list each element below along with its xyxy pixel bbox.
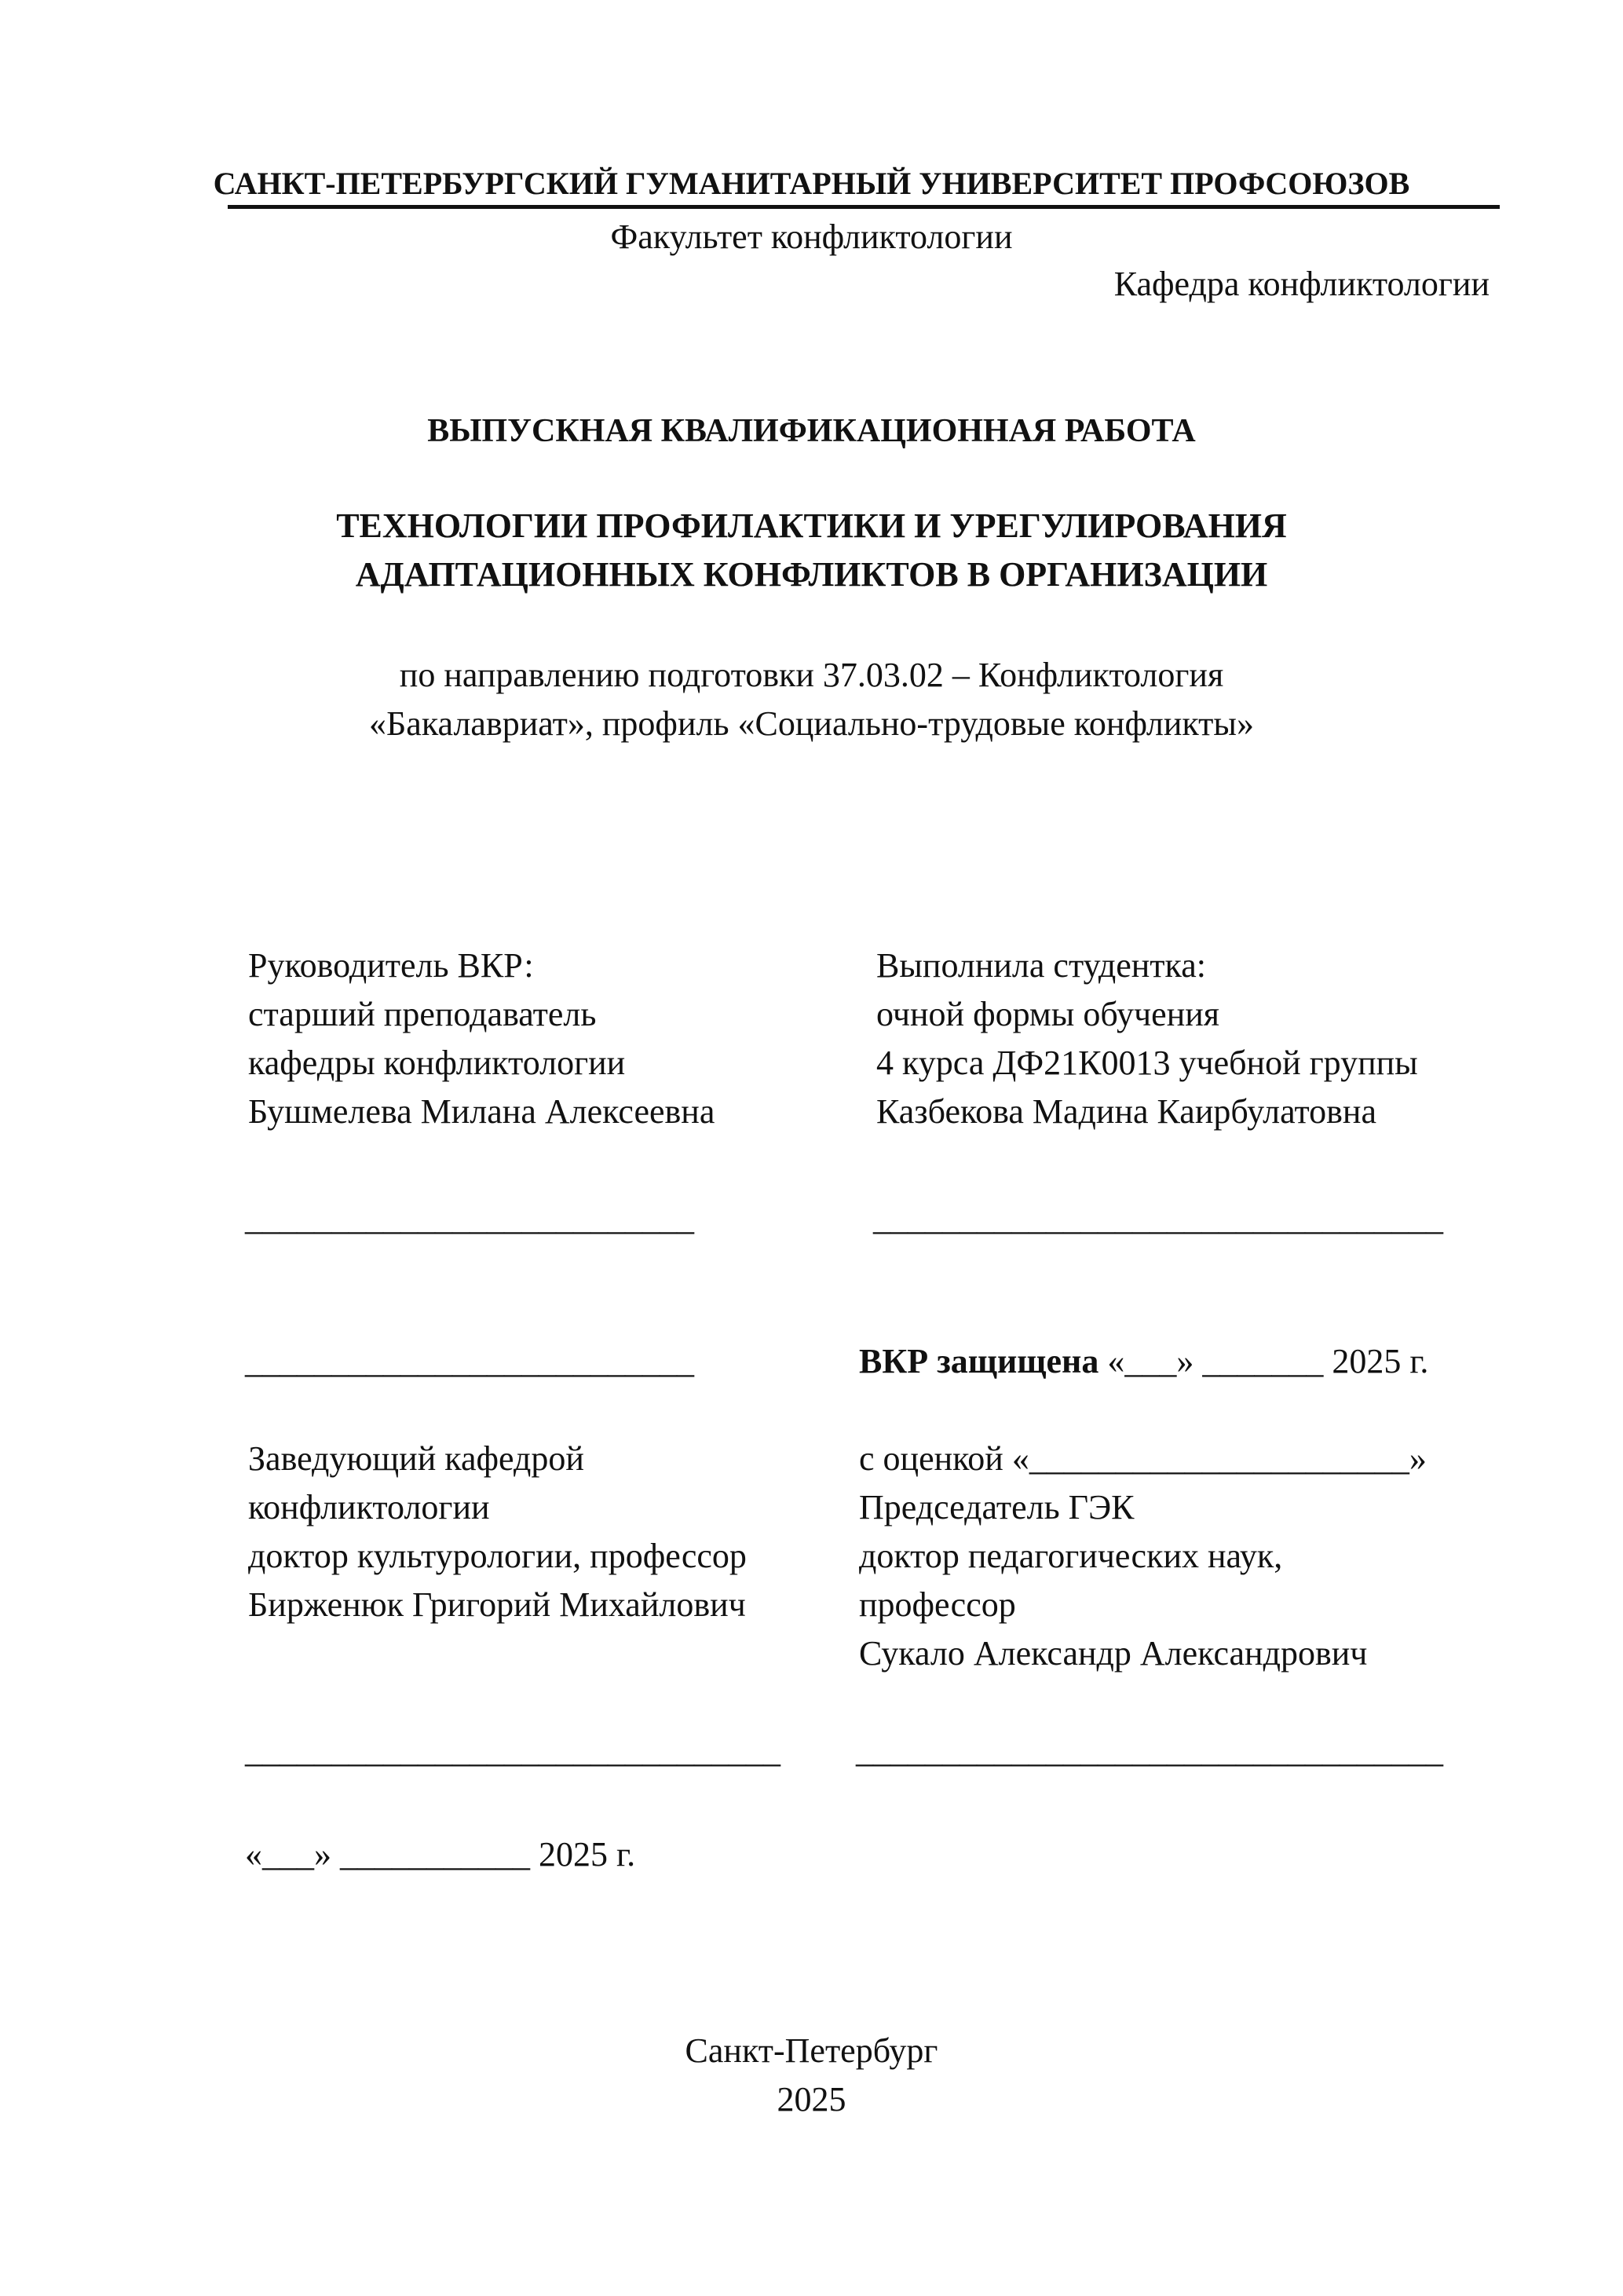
student-group: 4 курса ДФ21К0013 учебной группы bbox=[876, 1044, 1418, 1082]
head-degree: доктор культурологии, профессор bbox=[248, 1537, 747, 1575]
head-signature-line: _______________________________ bbox=[245, 1731, 780, 1770]
supervisor-signature-line: __________________________ bbox=[245, 1199, 694, 1238]
supervisor-label: Руководитель ВКР: bbox=[248, 946, 534, 985]
header-rule bbox=[228, 205, 1500, 209]
defense-protected-label: ВКР защищена bbox=[859, 1342, 1099, 1380]
blank-line: __________________________ bbox=[245, 1342, 694, 1380]
chairman-name: Сукало Александр Александрович bbox=[859, 1634, 1368, 1673]
student-label: Выполнила студентка: bbox=[876, 946, 1206, 985]
work-type: ВЫПУСКНАЯ КВАЛИФИКАЦИОННАЯ РАБОТА bbox=[427, 413, 1196, 449]
defense-status bbox=[859, 1344, 1428, 1379]
supervisor-position: старший преподаватель bbox=[248, 995, 597, 1033]
direction-line-2: «Бакалавриат», профиль «Социально-трудовые конфликты» bbox=[369, 704, 1254, 743]
student-signature-line: _________________________________ bbox=[873, 1199, 1443, 1238]
chairman-degree: доктор педагогических наук, bbox=[859, 1537, 1283, 1575]
date-line: «___» ___________ 2025 г. bbox=[245, 1835, 636, 1874]
head-department: конфликтологии bbox=[248, 1488, 490, 1526]
supervisor-name: Бушмелева Милана Алексеевна bbox=[248, 1092, 715, 1131]
direction-line-1: по направлению подготовки 37.03.02 – Конфликтология bbox=[399, 656, 1224, 694]
chairman-label: Председатель ГЭК bbox=[859, 1488, 1135, 1526]
defense-grade: с оценкой «______________________» bbox=[859, 1439, 1427, 1478]
department-name: Кафедра конфликтологии bbox=[1113, 265, 1490, 303]
faculty-name: Факультет конфликтологии bbox=[610, 218, 1013, 256]
head-name: Бирженюк Григорий Михайлович bbox=[248, 1585, 746, 1624]
footer-city: Санкт-Петербург bbox=[685, 2031, 938, 2070]
supervisor-department: кафедры конфликтологии bbox=[248, 1044, 626, 1082]
work-title-line-2: АДАПТАЦИОННЫХ КОНФЛИКТОВ В ОРГАНИЗАЦИИ bbox=[355, 555, 1268, 594]
chairman-title: профессор bbox=[859, 1585, 1016, 1624]
footer-year: 2025 bbox=[777, 2080, 846, 2119]
student-name: Казбекова Мадина Каирбулатовна bbox=[876, 1092, 1377, 1131]
chairman-signature-line: __________________________________ bbox=[856, 1731, 1443, 1770]
student-form: очной формы обучения bbox=[876, 995, 1220, 1033]
work-title-line-1: ТЕХНОЛОГИИ ПРОФИЛАКТИКИ И УРЕГУЛИРОВАНИЯ bbox=[336, 506, 1287, 545]
head-label: Заведующий кафедрой bbox=[248, 1439, 584, 1478]
university-name: САНКТ-ПЕТЕРБУРГСКИЙ ГУМАНИТАРНЫЙ УНИВЕРСИТЕТ ПРОФСОЮЗОВ bbox=[213, 166, 1410, 201]
defense-date: «___» _______ 2025 г. bbox=[1098, 1342, 1429, 1380]
